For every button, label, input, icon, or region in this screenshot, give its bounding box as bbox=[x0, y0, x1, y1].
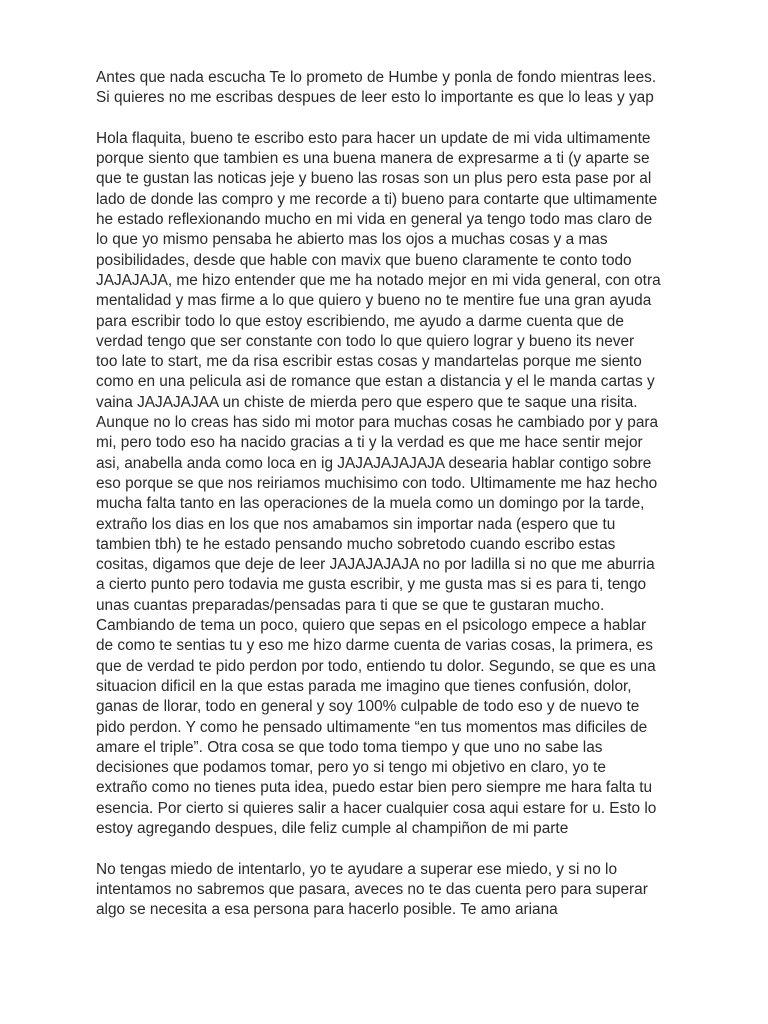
text-line: decisiones que podamos tomar, pero yo si tengo mi objetivo en claro, yo te bbox=[96, 759, 606, 777]
text-line: Hola flaquita, bueno te escribo esto para hacer un update de mi vida ultimamente bbox=[96, 129, 651, 147]
text-line: Antes que nada escucha Te lo prometo de Humbe y ponla de fondo mientras lees. bbox=[96, 69, 657, 86]
text-line: posibilidades, desde que hable con mavix que bueno claramente te conto todo bbox=[96, 251, 632, 269]
text-line: pido perdon. Y como he pensado ultimamente “en tus momentos mas dificiles de bbox=[96, 718, 648, 736]
text-line: No tengas miedo de intentarlo, yo te ayudare a superar ese miedo, y si no lo bbox=[96, 860, 618, 878]
letter-document bbox=[96, 68, 696, 941]
text-line: porque siento que tambien es una buena manera de expresarme a ti (y aparte se bbox=[96, 150, 650, 168]
text-line: amare el triple”. Otra cosa se que todo toma tiempo y que uno no sabe las bbox=[96, 738, 603, 756]
text-line: mi, pero todo eso ha nacido gracias a ti y la verdad es que me hace sentir mejor bbox=[96, 434, 643, 452]
text-line: para escribir todo lo que estoy escribiendo, me ayudo a darme cuenta que de bbox=[96, 312, 624, 330]
text-line: esencia. Por cierto si quieres salir a hacer cualquier cosa aqui estare for u. Esto lo bbox=[96, 799, 657, 817]
text-line: que de verdad te pido perdon por todo, entiendo tu dolor. Segundo, se que es una bbox=[96, 657, 656, 675]
text-line: lado de donde las compro y me recorde a ti) bueno para contarte que ultimamente bbox=[96, 190, 658, 208]
text-line: cositas, digamos que deje de leer JAJAJAJAJA no por ladilla si no que me aburria bbox=[96, 556, 655, 574]
text-line: too late to start, me da risa escribir estas cosas y mandartelas porque me siento bbox=[96, 353, 642, 371]
paragraph-3 bbox=[96, 860, 696, 921]
text-line: situacion dificil en la que estas parada me imagino que tienes confusión, dolor, bbox=[96, 677, 632, 695]
text-line: como en una pelicula asi de romance que estan a distancia y el le manda cartas y bbox=[96, 373, 655, 391]
text-line: vaina JAJAJAJAA un chiste de mierda pero que espero que te saque una risita. bbox=[96, 393, 638, 411]
text-line: ganas de llorar, todo en general y soy 100% culpable de todo eso y de nuevo te bbox=[96, 698, 640, 716]
text-line: algo se necesita a esa persona para hacerlo posible. Te amo ariana bbox=[96, 901, 558, 919]
text-line: Aunque no lo creas has sido mi motor para muchas cosas he cambiado por y para bbox=[96, 414, 659, 432]
text-line: que te gustan las noticas jeje y bueno las rosas son un plus pero esta pase por al bbox=[96, 170, 652, 188]
text-line: unas cuantas preparadas/pensadas para ti que se que te gustaran mucho. bbox=[96, 596, 605, 614]
text-line: estoy agregando despues, dile feliz cumple al champiñon de mi parte bbox=[96, 819, 569, 837]
text-line: a cierto punto pero todavia me gusta escribir, y me gusta mas si es para ti, tengo bbox=[96, 576, 647, 594]
text-line: lo que yo mismo pensaba he abierto mas los ojos a muchas cosas y a mas bbox=[96, 231, 608, 249]
text-line: JAJAJAJA, me hizo entender que me ha notado mejor en mi vida general, con otra bbox=[96, 271, 661, 289]
text-line: extraño como no tienes puta idea, puedo estar bien pero siempre me hara falta tu bbox=[96, 779, 653, 797]
text-line: eso porque se que nos reiriamos muchisimo con todo. Ultimamente me haz hecho bbox=[96, 474, 658, 492]
text-line: de como te sentias tu y eso me hizo darme cuenta de varias cosas, la primera, es bbox=[96, 637, 653, 655]
text-line: Cambiando de tema un poco, quiero que sepas en el psicologo empece a hablar bbox=[96, 617, 647, 635]
text-line: intentamos no sabremos que pasara, aveces no te das cuenta pero para superar bbox=[96, 880, 648, 898]
text-line: tambien tbh) te he estado pensando mucho sobretodo cuando escribo estas bbox=[96, 535, 616, 553]
text-line: he estado reflexionando mucho en mi vida en general ya tengo todo mas claro de bbox=[96, 211, 653, 229]
paragraph-2 bbox=[96, 129, 696, 839]
text-line: Si quieres no me escribas despues de leer esto lo importante es que lo leas y yap bbox=[96, 89, 654, 107]
text-line: asi, anabella anda como loca en ig JAJAJAJAJAJA desearia hablar contigo sobre bbox=[96, 454, 652, 472]
text-line: verdad tengo que ser constante con todo lo que quiero lograr y bueno its never bbox=[96, 332, 635, 350]
text-line: extraño los dias en los que nos amabamos sin importar nada (espero que tu bbox=[96, 515, 616, 533]
text-line: mucha falta tanto en las operaciones de la muela como un domingo por la tarde, bbox=[96, 495, 645, 513]
paragraph-1 bbox=[96, 68, 696, 109]
text-line: mentalidad y mas firme a lo que quiero y bueno no te mentire fue una gran ayuda bbox=[96, 292, 652, 310]
